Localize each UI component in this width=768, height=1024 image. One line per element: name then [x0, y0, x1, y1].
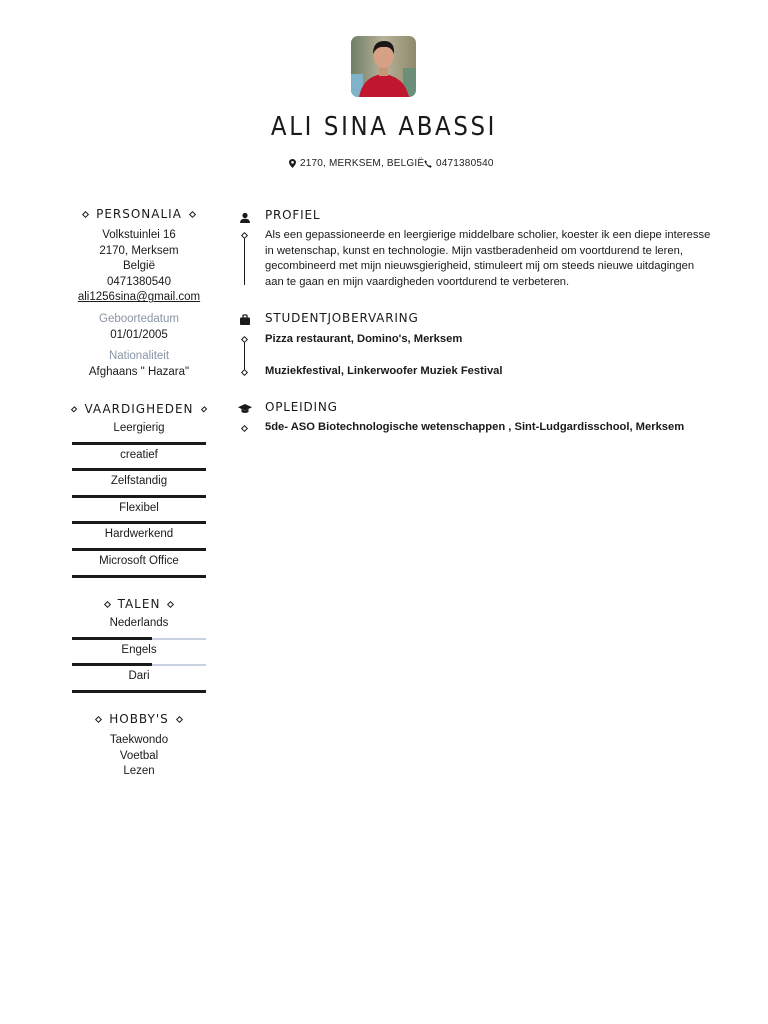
languages-heading [72, 597, 206, 611]
skill-label: Zelfstandig [110, 475, 168, 488]
diamond-icon [104, 600, 111, 607]
candidate-name: ALI SINA ABASSI [270, 112, 498, 142]
diamond-icon [189, 210, 196, 217]
street: Volkstuinlei 16 [102, 229, 176, 241]
diamond-icon [167, 600, 174, 607]
profile-line: in wetenschap, kunst en technologie. Mijn vastberadenheid om voortdurend te leren, [265, 244, 683, 257]
language-label: Nederlands [109, 617, 169, 629]
phone-line [424, 158, 494, 169]
person-icon [238, 212, 252, 224]
location-pin-icon [289, 159, 296, 168]
experience-item: Muziekfestival, Linkerwoofer Muziek Festival [265, 365, 503, 377]
nationality-value: Afghaans " Hazara" [88, 365, 190, 378]
diamond-icon [200, 406, 207, 413]
profile-line: gecombineerd met mijn nieuwsgierigheid, stimuleert mij om steeds nieuwe uitdagingen [265, 260, 695, 273]
graduation-cap-icon [238, 403, 252, 415]
education-item: 5de- ASO Biotechnologische wetenschappen , Sint-Ludgardisschool, Merksem [265, 421, 685, 433]
language-item [72, 666, 206, 693]
skill-item [72, 418, 206, 445]
hobby-item: Voetbal [119, 749, 159, 762]
education-title: OPLEIDING [265, 400, 338, 414]
skill-label: Leergierig [113, 422, 165, 434]
hobbies-section [72, 712, 206, 780]
skill-item [72, 498, 206, 525]
language-item [72, 640, 206, 667]
briefcase-icon [238, 314, 252, 326]
personalia-title: PERSONALIA [96, 207, 182, 221]
experience-item: Pizza restaurant, Domino's, Merksem [265, 333, 463, 345]
skill-label: Microsoft Office [99, 554, 179, 567]
personalia-section [72, 207, 206, 380]
diamond-icon [176, 715, 183, 722]
skill-label: creatief [120, 448, 158, 461]
personalia-heading [72, 207, 206, 221]
phone: 0471380540 [107, 275, 171, 288]
experience-title: STUDENTJOBERVARING [265, 311, 419, 325]
skill-item [72, 445, 206, 472]
skill-item [72, 524, 206, 551]
language-item [72, 613, 206, 640]
diamond-icon [82, 210, 89, 217]
skills-title: VAARDIGHEDEN [84, 402, 194, 416]
birthdate-label: Geboortedatum [99, 312, 179, 325]
diamond-icon [95, 715, 102, 722]
profile-text [265, 228, 720, 290]
address-text: 2170, MERKSEM, BELGIË [300, 158, 425, 169]
skills-section [72, 402, 206, 578]
languages-title: TALEN [117, 597, 161, 611]
language-label: Dari [128, 670, 150, 683]
hobby-item: Lezen [123, 765, 155, 778]
skill-label: Hardwerkend [104, 528, 174, 541]
hobbies-title: HOBBY'S [109, 712, 169, 726]
skills-heading [72, 402, 206, 416]
language-bar-level [72, 690, 206, 693]
birthdate-value: 01/01/2005 [110, 328, 168, 341]
country: België [123, 260, 155, 273]
languages-section [72, 597, 206, 693]
nationality-label: Nationaliteit [108, 350, 170, 363]
profile-photo [351, 36, 416, 97]
language-label: Engels [121, 643, 157, 656]
skill-label: Flexibel [119, 501, 159, 514]
phone-text: 0471380540 [436, 158, 494, 169]
timeline-dot [241, 425, 248, 432]
skill-bar-level [72, 575, 206, 578]
timeline-line [244, 237, 245, 285]
city: 2170, Merksem [99, 244, 179, 257]
phone-icon [424, 160, 432, 168]
timeline-dot [241, 369, 248, 376]
skill-item [72, 551, 206, 578]
profile-line: aan te gaan en mijn vaardigheden voortdurend te verbeteren. [265, 275, 570, 288]
hobbies-heading [72, 712, 206, 726]
timeline-dot [241, 232, 248, 239]
skill-item [72, 471, 206, 498]
diamond-icon [71, 406, 78, 413]
email-link[interactable]: ali1256sina@gmail.com [77, 291, 201, 304]
address-line [289, 158, 424, 169]
timeline-dot [241, 336, 248, 343]
profile-line: Als een gepassioneerde en leergierige middelbare scholier, koester ik een diepe interesse [265, 229, 711, 241]
hobby-item: Taekwondo [109, 734, 169, 746]
profile-title: PROFIEL [265, 208, 321, 222]
